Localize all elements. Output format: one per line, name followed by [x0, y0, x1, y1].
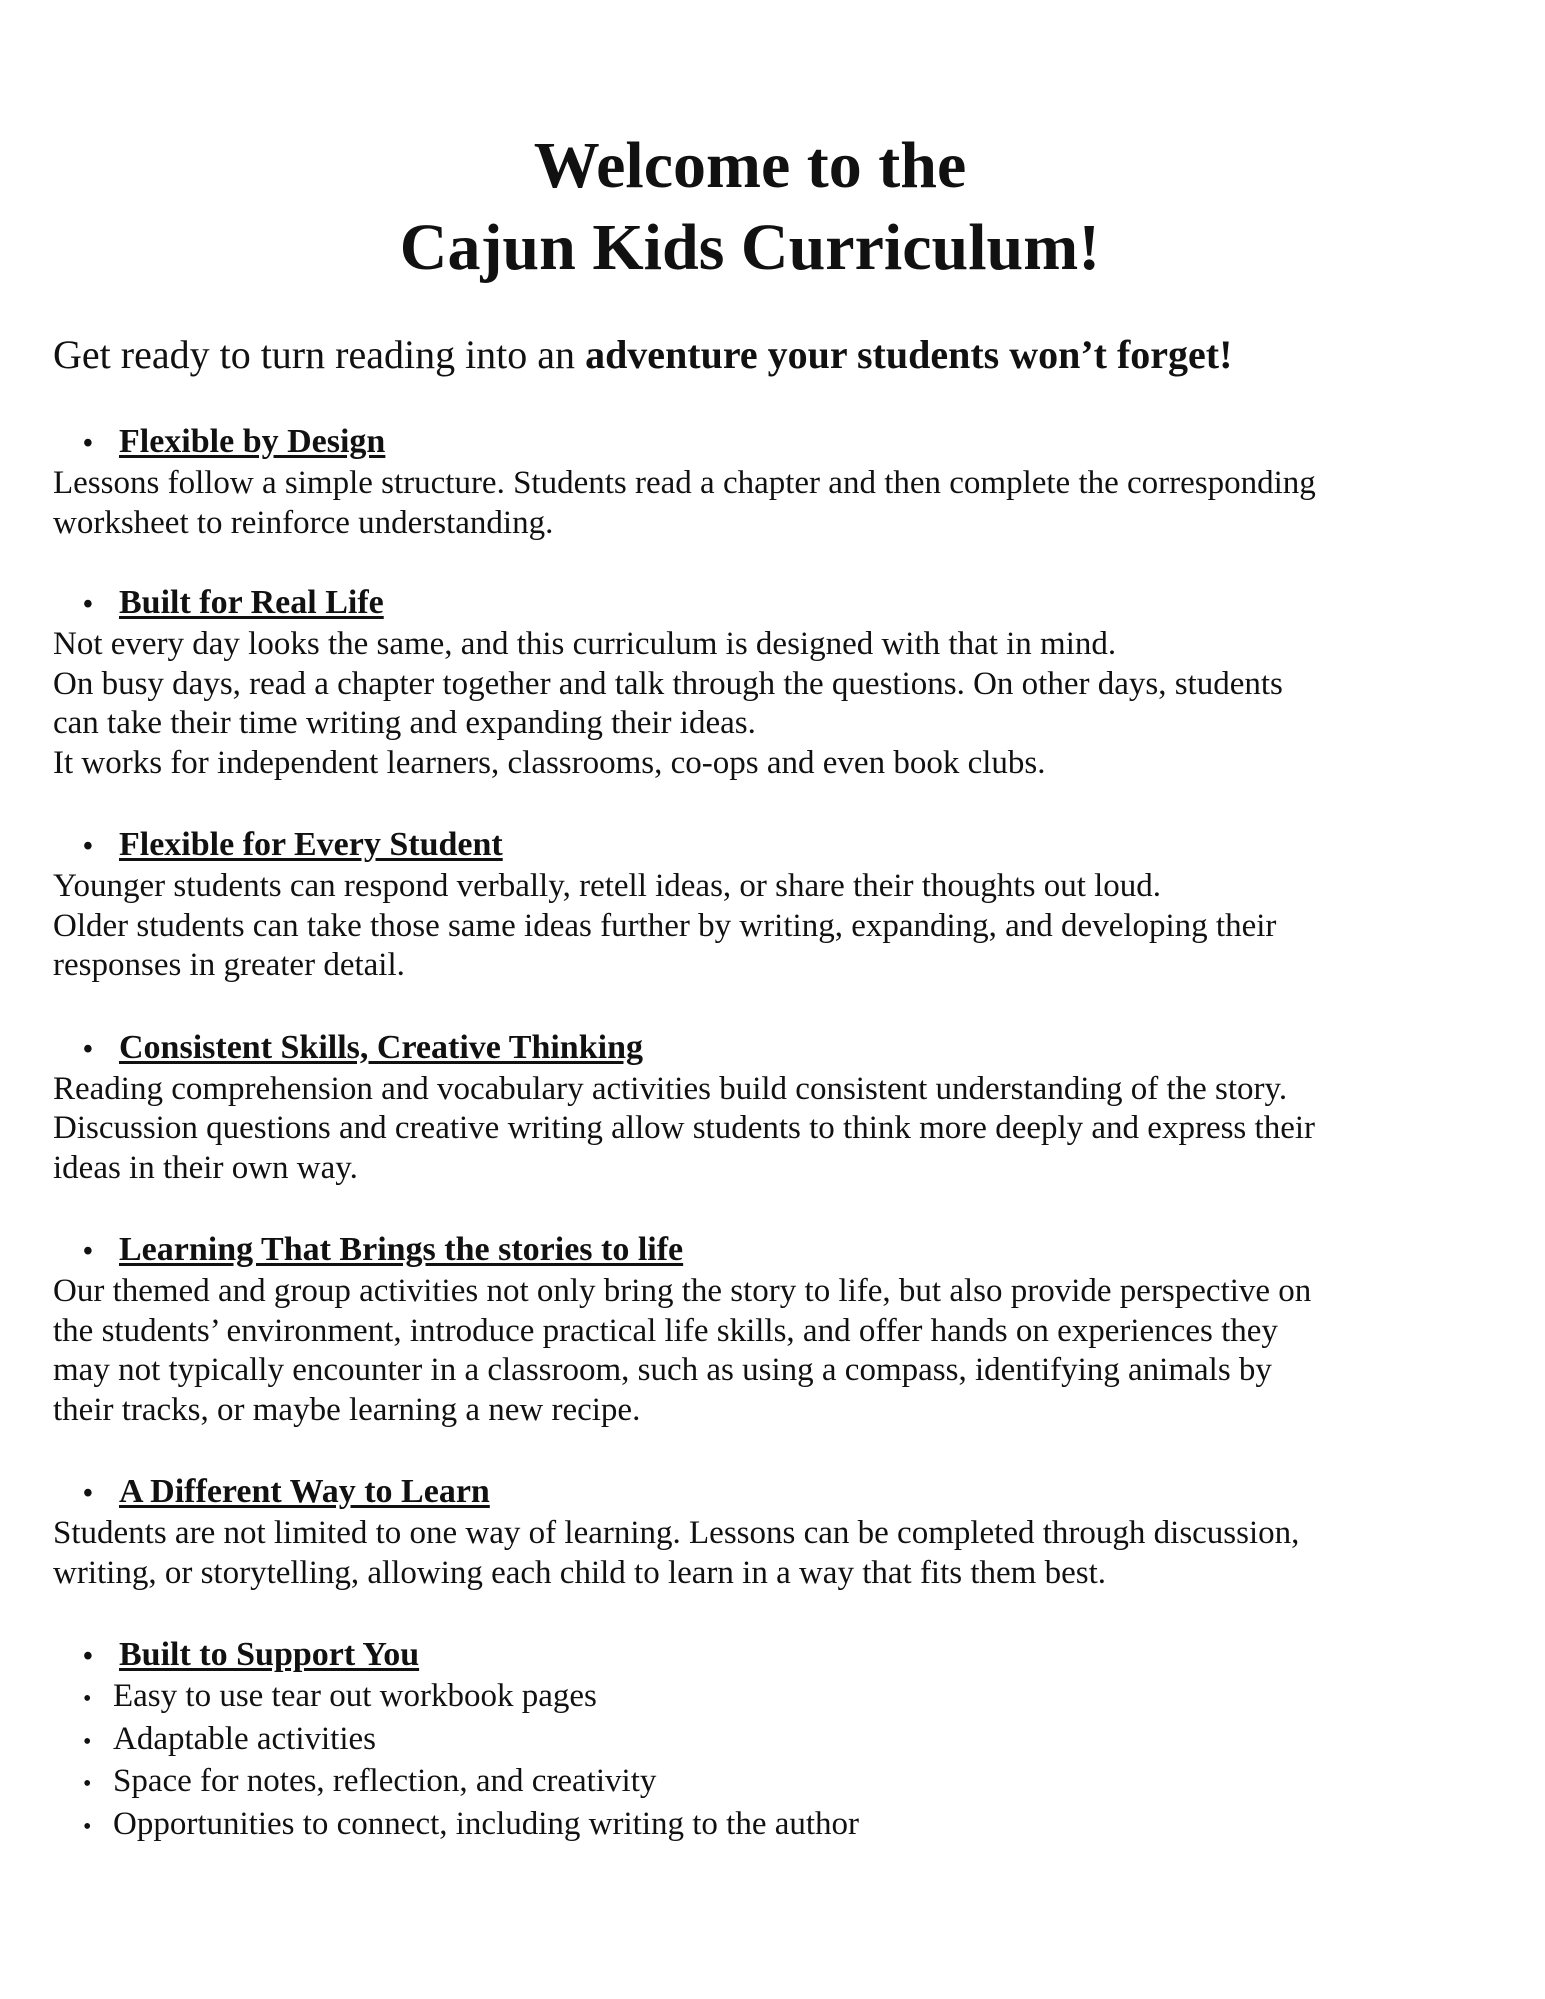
section-body-line: Our themed and group activities not only bring the story to life, but also provide perspective on	[53, 1273, 1312, 1309]
section-different-way-to-learn	[53, 1472, 1498, 1593]
bullet-icon: •	[83, 1813, 92, 1840]
section-body-line: the students’ environment, introduce practical life skills, and offer hands on experiences they	[53, 1312, 1278, 1349]
bullet-icon: •	[83, 589, 93, 620]
section-body-line: writing, or storytelling, allowing each child to learn in a way that fits them best.	[53, 1554, 1107, 1591]
list-item	[83, 1805, 1498, 1848]
section-built-to-support-you	[53, 1635, 1498, 1847]
section-heading-row	[83, 1635, 1498, 1677]
bullet-icon: •	[83, 1771, 92, 1797]
section-body-line: Lessons follow a simple structure. Students read a chapter and then complete the corresponding	[53, 465, 1316, 501]
support-list	[53, 1677, 1498, 1847]
section-body-line: Younger students can respond verbally, retell ideas, or share their thoughts out loud.	[53, 868, 1162, 904]
section-heading-row	[83, 825, 1498, 867]
bullet-icon: •	[83, 1641, 93, 1672]
section-learning-brings-stories	[53, 1230, 1498, 1430]
intro-bold-text: adventure your students won’t forget!	[585, 332, 1233, 377]
section-body-line: Not every day looks the same, and this curriculum is designed with that in mind.	[53, 626, 1117, 662]
section-body-line: Reading comprehension and vocabulary activities build consistent understanding of the story.	[53, 1070, 1288, 1107]
section-consistent-skills	[53, 1028, 1498, 1189]
section-heading: Flexible by Design	[119, 423, 386, 460]
section-body-line: may not typically encounter in a classroom, such as using a compass, identifying animals by	[53, 1352, 1272, 1388]
list-item	[83, 1677, 1498, 1720]
section-built-for-real-life	[53, 583, 1498, 783]
section-heading: Built for Real Life	[119, 584, 384, 621]
page-title	[0, 125, 1500, 289]
section-heading-row	[83, 1028, 1498, 1070]
section-body-line: can take their time writing and expanding their ideas.	[53, 705, 756, 741]
bullet-icon: •	[83, 428, 93, 459]
section-body-line: their tracks, or maybe learning a new recipe.	[53, 1391, 641, 1428]
bullet-icon: •	[83, 1686, 92, 1712]
section-body-line: It works for independent learners, classrooms, co-ops and even book clubs.	[53, 744, 1046, 781]
bullet-icon: •	[83, 1236, 93, 1267]
list-item-text: Easy to use tear out workbook pages	[113, 1678, 597, 1714]
section-heading: A Different Way to Learn	[119, 1473, 490, 1510]
bullet-icon: •	[83, 1478, 93, 1509]
list-item	[83, 1720, 1498, 1763]
section-heading: Built to Support You	[119, 1636, 420, 1673]
title-line-1: Welcome to the	[533, 129, 967, 202]
section-body-line: responses in greater detail.	[53, 947, 405, 983]
section-heading: Flexible for Every Student	[119, 826, 503, 863]
section-flexible-for-every-student	[53, 825, 1498, 986]
intro-plain-text: Get ready to turn reading into an	[53, 332, 586, 377]
bullet-icon: •	[83, 831, 93, 862]
section-heading-row	[83, 1230, 1498, 1272]
title-line-2: Cajun Kids Curriculum!	[399, 211, 1101, 284]
section-heading-row	[83, 583, 1498, 625]
section-body-line: ideas in their own way.	[53, 1149, 358, 1186]
section-body-line: Students are not limited to one way of learning. Lessons can be completed through discussion,	[53, 1515, 1300, 1551]
list-item-text: Opportunities to connect, including writing to the author	[113, 1805, 860, 1842]
section-body-line: worksheet to reinforce understanding.	[53, 504, 554, 541]
list-item-text: Space for notes, reflection, and creativity	[113, 1763, 657, 1799]
section-flexible-by-design	[53, 422, 1498, 543]
section-heading-row	[83, 1472, 1498, 1514]
section-body-line: On busy days, read a chapter together and talk through the questions. On other days, students	[53, 665, 1283, 702]
bullet-icon: •	[83, 1033, 93, 1065]
section-heading: Consistent Skills, Creative Thinking	[119, 1028, 643, 1066]
bullet-icon: •	[83, 1728, 92, 1755]
sections-container	[53, 422, 1498, 1847]
list-item-text: Adaptable activities	[113, 1720, 376, 1757]
section-heading: Learning That Brings the stories to life	[119, 1231, 684, 1268]
section-body-line: Older students can take those same ideas further by writing, expanding, and developing their	[53, 907, 1277, 944]
section-body-line: Discussion questions and creative writing allow students to think more deeply and express their	[53, 1110, 1315, 1146]
section-heading-row	[83, 422, 1498, 464]
list-item	[83, 1762, 1498, 1805]
intro-paragraph	[53, 330, 1232, 380]
